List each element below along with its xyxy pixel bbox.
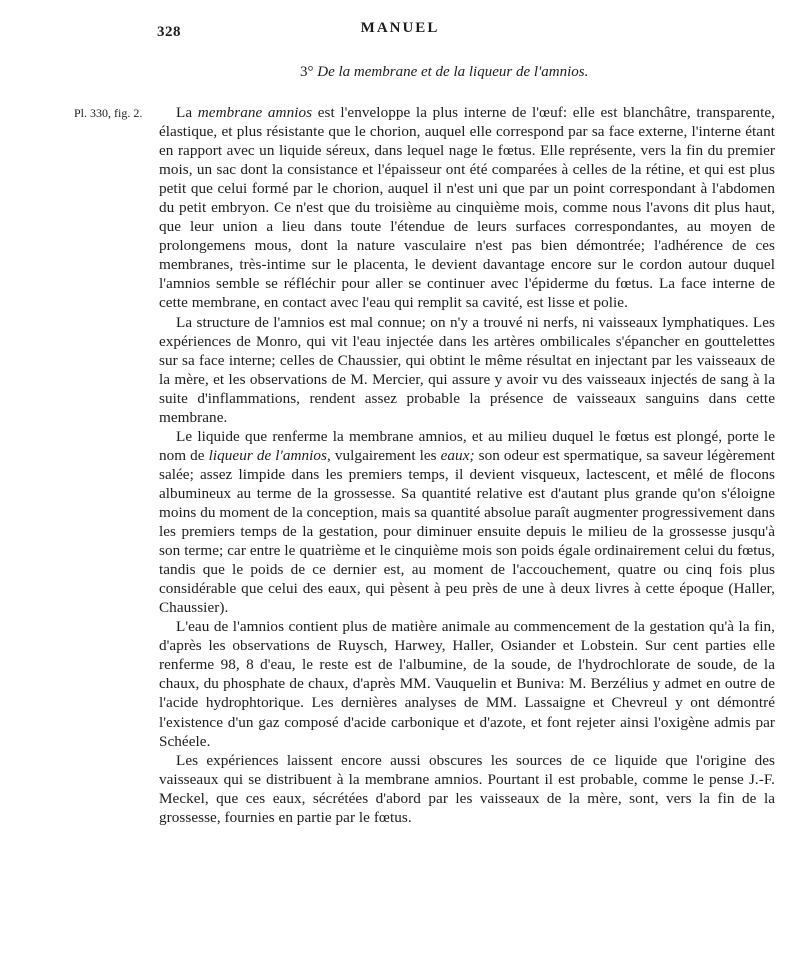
page-number: 328 (157, 24, 181, 40)
plate-reference-note: Pl. 330, fig. 2. (74, 106, 143, 120)
paragraph-text: est l'enveloppe la plus interne de l'œuf: elle est blanchâtre, transparente, élastique, et plus résistante que le chorion, auquel elle correspond par sa face externe, l'interne étant en rapport avec un liquide séreux, dans lequel nage le fœtus. Elle représente, vers la fin du premier mois, un sac dont la consistance et l'épaisseur ont été comparées à celles de la rétine, et qui est plus petit que celui formé par le chorion, auquel il n'est uni que par un point correspondant à l'abdomen du petit embryon. Ce n'est que du troisième au cinquième mois, comme nous l'avons dit plus haut, que leur union a lieu dans toute l'étendue de leurs surfaces correspondantes, au moyen de prolongemens mous, dont la nature vasculaire n'est pas bien démontrée; l'adhérence de ces membranes, très-intime sur le placenta, le devient davantage encore sur le cordon autour duquel l'amnios semble se réfléchir pour aller se continuer avec l'épiderme du fœtus. La face interne de cette membrane, en contact avec l'eau qui remplit sa cavité, est lisse et polie. (159, 104, 776, 312)
body-text (159, 103, 775, 827)
section-title: De la membrane et de la liqueur de l'amnios. (317, 64, 589, 80)
section-number: 3° (300, 64, 314, 80)
paragraph-liquid (159, 427, 775, 617)
paragraph-text: La (176, 104, 198, 121)
italic-term: membrane amnios (197, 104, 313, 121)
paragraph-text: , vulgairement les (327, 446, 441, 464)
paragraph-origin: Les expériences laissent encore aussi obscures les sources de ce liquide que l'origine des vaisseaux qui se distribuent à la membrane amnios. Pourtant il est probable, comme le pense J.-F. Meckel, que ces eaux, sécrétées d'abord par les vaisseaux de la mère, sont, vers la fin de la grossesse, fournies en partie par le fœtus. (159, 751, 775, 826)
running-title: MANUEL (360, 20, 440, 36)
paragraph-text: son odeur est spermatique, sa saveur légèrement salée; assez limpide dans les premiers temps, il devient visqueux, lactescent, et mêlé de flocons albumineux au terme de la grossesse. Sa quantité relative est d'autant plus grande qu'on s'éloigne moins du moment de la conception, mais sa quantité absolue paraît augmenter progressivement dans les premiers temps de la gestation, pour diminuer ensuite depuis le milieu de la grossesse jusqu'à son terme; car entre le quatrième et le cinquième mois son poids égale ordinairement celui du fœtus, tandis que le poids de ce dernier est, au moment de l'accouchement, quatre ou cinq fois plus considérable que celui des eaux, qui pèsent à peu près de une à deux livres à cette époque (Haller, Chaussier). (159, 446, 775, 617)
paragraph-text: Le liquide que renferme la membrane amnios, et au milieu duquel le fœtus est plongé, porte le nom de (159, 427, 775, 464)
paragraph-composition: L'eau de l'amnios contient plus de matière animale au commencement de la gestation qu'à la fin, d'après les observations de Ruysch, Harwey, Haller, Osiander et Lobstein. Sur cent parties elle renferme 98, 8 d'eau, le reste est de l'albumine, de la soude, de l'hydrochlorate de soude, de la chaux, du phosphate de chaux, d'après MM. Vauquelin et Buniva: M. Berzélius y admet en outre de l'acide hydrophtorique. Les dernières analyses de MM. Lassaigne et Chevreul y ont démontré l'existence d'un gaz composé d'acide carbonique et d'azote, et font rejeter ainsi l'oxigène admis par Schéele. (159, 618, 775, 750)
italic-term: liqueur de l'amnios (208, 446, 328, 464)
paragraph-structure: La structure de l'amnios est mal connue; on n'y a trouvé ni nerfs, ni vaisseaux lymphatiques. Les expériences de Monro, qui vit l'eau injectée dans les artères ombilicales s'épancher en gouttelettes sur sa face interne; celles de Chaussier, qui obtint le même résultat en injectant par les vaisseaux de la mère, et les observations de M. Mercier, qui assure y avoir vu des vaisseaux injectés de sang à la suite d'inflammations, rendent assez probable la présence de vaisseaux sanguins dans cette membrane. (159, 313, 775, 426)
italic-term: eaux; (440, 446, 475, 464)
section-heading (300, 64, 588, 81)
paragraph-membrane (159, 103, 775, 313)
